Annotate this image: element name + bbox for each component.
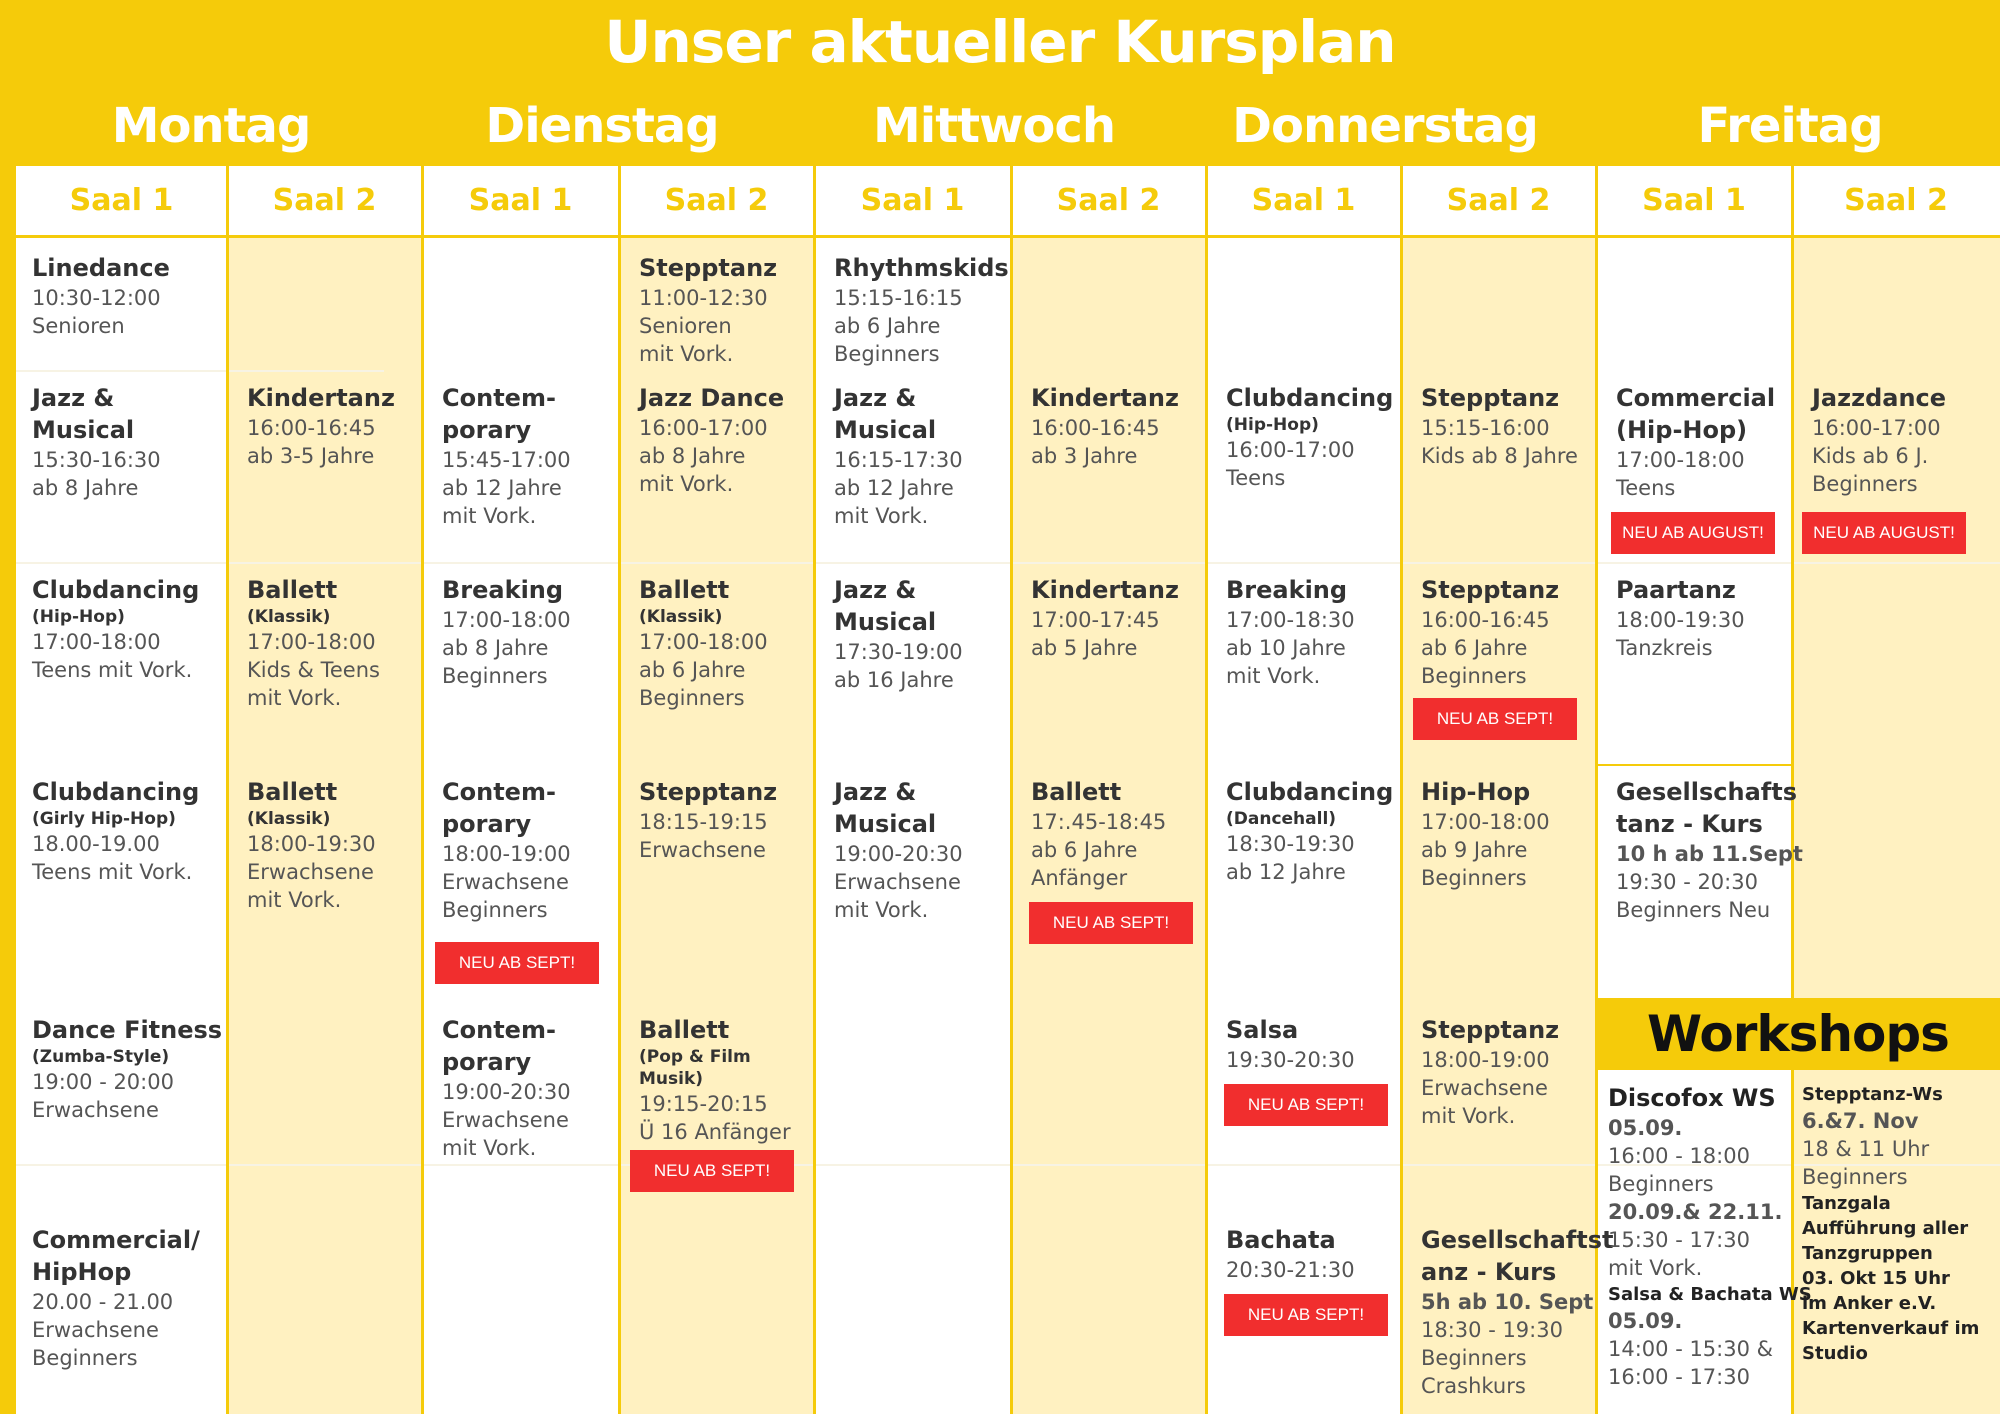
course-detail: 19:30 - 20:30 xyxy=(1616,870,1758,894)
course-style: (Klassik) xyxy=(247,607,331,627)
course-detail: mit Vork. xyxy=(1421,1104,1516,1128)
course-cell xyxy=(32,1014,222,1124)
course-name: Commercial/ xyxy=(32,1226,200,1254)
course-name: Clubdancing xyxy=(1226,778,1394,806)
course-detail: 16:00-16:45 xyxy=(247,416,376,440)
course-cell xyxy=(1812,382,1946,498)
course-detail: 11:00-12:30 xyxy=(639,286,768,310)
course-name: Ballett xyxy=(639,576,730,604)
course-style: (Klassik) xyxy=(639,607,723,627)
day-header-mittwoch: Mittwoch xyxy=(872,98,1116,154)
course-detail: ab 16 Jahre xyxy=(834,668,954,692)
course-detail: 16:00-17:00 xyxy=(639,416,768,440)
hall-header: Saal 2 xyxy=(1792,166,2000,238)
course-style: (Girly Hip-Hop) xyxy=(32,809,176,829)
course-detail: Erwachsene xyxy=(834,870,961,894)
course-cell xyxy=(1421,1014,1559,1130)
course-name: Gesellschaftst xyxy=(1421,1226,1614,1254)
course-cell xyxy=(247,776,376,914)
course-detail: ab 6 Jahre xyxy=(1421,636,1528,660)
row-divider xyxy=(16,562,2000,564)
course-cell xyxy=(32,382,161,502)
course-detail: 19:00-20:30 xyxy=(442,1080,571,1104)
course-cell xyxy=(1421,776,1550,892)
course-detail: Beginners xyxy=(32,1346,138,1370)
course-cell xyxy=(639,574,768,712)
course-detail: mit Vork. xyxy=(247,888,342,912)
course-detail: ab 8 Jahre xyxy=(639,444,746,468)
course-detail: 18:00-19:00 xyxy=(1421,1048,1550,1072)
course-detail: Anfänger xyxy=(1031,866,1128,890)
course-detail: ab 12 Jahre xyxy=(834,476,954,500)
workshop-detail: Beginners xyxy=(1802,1165,1908,1189)
course-cell xyxy=(32,776,199,886)
course-cell xyxy=(1421,382,1578,470)
row-divider xyxy=(1596,764,1792,766)
workshop-title: Discofox WS xyxy=(1608,1084,1776,1112)
workshop-date: 20.09.& 22.11. xyxy=(1608,1200,1783,1224)
new-course-badge: NEU AB SEPT! xyxy=(1224,1294,1388,1336)
column-divider xyxy=(1010,166,1013,1414)
course-cell xyxy=(639,252,777,368)
course-name: Musical xyxy=(834,810,937,838)
new-course-badge: NEU AB SEPT! xyxy=(630,1150,794,1192)
course-detail: Teens mit Vork. xyxy=(32,658,193,682)
course-detail: 15:15-16:00 xyxy=(1421,416,1550,440)
course-cell xyxy=(1616,574,1745,662)
course-cell xyxy=(639,1014,791,1146)
course-cell xyxy=(32,1224,200,1372)
course-name: Musical xyxy=(834,416,937,444)
course-name: Ballett xyxy=(639,1016,730,1044)
workshop-detail: 03. Okt 15 Uhr xyxy=(1802,1268,1950,1289)
hall-header: Saal 1 xyxy=(1206,166,1401,238)
course-detail: 15:30-16:30 xyxy=(32,448,161,472)
course-start: 5h ab 10. Sept xyxy=(1421,1290,1594,1314)
workshop-date: 05.09. xyxy=(1608,1116,1683,1140)
workshop-detail: Aufführung aller xyxy=(1802,1218,1969,1239)
course-detail: mit Vork. xyxy=(834,504,929,528)
workshops-title: Workshops xyxy=(1596,998,2000,1070)
workshop-detail: Studio xyxy=(1802,1343,1868,1364)
course-detail: 19:30-20:30 xyxy=(1226,1048,1355,1072)
course-name: Paartanz xyxy=(1616,576,1736,604)
course-detail: mit Vork. xyxy=(639,342,734,366)
workshop-detail: 18 & 11 Uhr xyxy=(1802,1137,1930,1161)
course-detail: ab 6 Jahre xyxy=(834,314,941,338)
course-detail: Erwachsene xyxy=(1421,1076,1548,1100)
course-name: Contem- xyxy=(442,1016,556,1044)
course-name: Hip-Hop xyxy=(1421,778,1531,806)
course-name: Kindertanz xyxy=(1031,384,1179,412)
course-detail: Beginners xyxy=(1421,1346,1527,1370)
course-style: (Hip-Hop) xyxy=(32,607,125,627)
course-name: Jazz Dance xyxy=(639,384,785,412)
workshop-title: Salsa & Bachata WS xyxy=(1608,1284,1812,1305)
course-detail: 17:00-18:00 xyxy=(639,630,768,654)
course-cell xyxy=(442,1014,571,1162)
day-header-montag: Montag xyxy=(111,98,311,154)
course-detail: mit Vork. xyxy=(442,1136,537,1160)
course-detail: ab 12 Jahre xyxy=(1226,860,1346,884)
hall-header: Saal 2 xyxy=(619,166,814,238)
course-cell xyxy=(1031,574,1179,662)
course-name: Stepptanz xyxy=(1421,576,1560,604)
course-detail: 17:30-19:00 xyxy=(834,640,963,664)
course-name: (Hip-Hop) xyxy=(1616,416,1748,444)
column-divider xyxy=(421,166,424,1414)
schedule-grid xyxy=(16,166,2000,1414)
course-cell xyxy=(1226,382,1393,492)
course-name: Stepptanz xyxy=(639,254,778,282)
course-cell xyxy=(1421,1224,1613,1400)
course-name: Jazzdance xyxy=(1812,384,1947,412)
course-cell xyxy=(32,574,199,684)
course-name: Contem- xyxy=(442,778,556,806)
course-detail: ab 10 Jahre xyxy=(1226,636,1346,660)
course-cell xyxy=(639,382,784,498)
course-name: Jazz & xyxy=(834,576,917,604)
course-detail: ab 9 Jahre xyxy=(1421,838,1528,862)
workshop-list xyxy=(1802,1082,1979,1366)
column-divider xyxy=(1205,166,1208,1414)
course-name: Stepptanz xyxy=(1421,384,1560,412)
course-detail: Teens mit Vork. xyxy=(32,860,193,884)
course-detail: Beginners xyxy=(639,686,745,710)
course-detail: ab 5 Jahre xyxy=(1031,636,1138,660)
course-detail: ab 3 Jahre xyxy=(1031,444,1138,468)
workshop-detail: 15:30 - 17:30 xyxy=(1608,1228,1750,1252)
course-detail: Erwachsene xyxy=(32,1098,159,1122)
course-detail: Erwachsene xyxy=(442,870,569,894)
new-course-badge: NEU AB SEPT! xyxy=(1413,698,1577,740)
workshop-list xyxy=(1608,1082,1812,1391)
row-divider xyxy=(16,370,384,372)
course-name: Breaking xyxy=(1226,576,1348,604)
column-divider xyxy=(618,166,621,1414)
course-detail: 19:00 - 20:00 xyxy=(32,1070,174,1094)
course-name: Clubdancing xyxy=(32,778,200,806)
course-cell xyxy=(834,776,963,924)
course-detail: 17:00-18:00 xyxy=(32,630,161,654)
course-name: Contem- xyxy=(442,384,556,412)
course-name: Musical xyxy=(32,416,135,444)
course-detail: Beginners xyxy=(442,664,548,688)
course-detail: 16:00-16:45 xyxy=(1031,416,1160,440)
course-style: (Pop & Film xyxy=(639,1047,751,1067)
hall-header: Saal 2 xyxy=(1011,166,1206,238)
course-detail: mit Vork. xyxy=(442,504,537,528)
course-style: Musik) xyxy=(639,1069,704,1089)
course-detail: 16:00-16:45 xyxy=(1421,608,1550,632)
course-name: Commercial xyxy=(1616,384,1776,412)
column-divider xyxy=(813,166,816,1414)
course-detail: ab 8 Jahre xyxy=(442,636,549,660)
course-detail: Erwachsene xyxy=(639,838,766,862)
new-course-badge: NEU AB SEPT! xyxy=(1029,902,1193,944)
course-name: Ballett xyxy=(1031,778,1122,806)
course-detail: 16:15-17:30 xyxy=(834,448,963,472)
course-detail: 18:00-19:00 xyxy=(442,842,571,866)
course-detail: Erwachsene xyxy=(32,1318,159,1342)
course-detail: 18:30 - 19:30 xyxy=(1421,1318,1563,1342)
course-detail: 17:00-18:00 xyxy=(442,608,571,632)
workshop-title: Stepptanz-Ws xyxy=(1802,1084,1943,1105)
column-divider xyxy=(1400,166,1403,1414)
course-detail: mit Vork. xyxy=(247,686,342,710)
course-detail: Senioren xyxy=(639,314,732,338)
course-detail: Beginners xyxy=(442,898,548,922)
day-header-freitag: Freitag xyxy=(1697,98,1883,154)
course-style: (Klassik) xyxy=(247,809,331,829)
hall-header: Saal 2 xyxy=(1401,166,1596,238)
workshop-detail: Kartenverkauf im xyxy=(1802,1318,1980,1339)
hall-header: Saal 1 xyxy=(16,166,227,238)
course-name: porary xyxy=(442,1048,532,1076)
workshop-date: 05.09. xyxy=(1608,1309,1683,1333)
course-detail: 17:00-17:45 xyxy=(1031,608,1160,632)
course-detail: 19:15-20:15 xyxy=(639,1092,768,1116)
course-name: Jazz & xyxy=(834,384,917,412)
course-cell xyxy=(1031,382,1179,470)
course-name: Musical xyxy=(834,608,937,636)
course-detail: 16:00-17:00 xyxy=(1226,438,1355,462)
course-detail: 18:00-19:30 xyxy=(1616,608,1745,632)
course-name: Stepptanz xyxy=(1421,1016,1560,1044)
course-style: (Hip-Hop) xyxy=(1226,415,1319,435)
course-detail: 15:15-16:15 xyxy=(834,286,963,310)
course-cell xyxy=(32,252,170,340)
day-header-donnerstag: Donnerstag xyxy=(1232,98,1538,154)
course-name: Dance Fitness xyxy=(32,1016,223,1044)
course-name: Jazz & xyxy=(32,384,115,412)
course-name: Kindertanz xyxy=(247,384,395,412)
course-cell xyxy=(1616,382,1775,502)
course-detail: ab 12 Jahre xyxy=(442,476,562,500)
course-name: Clubdancing xyxy=(1226,384,1394,412)
course-name: Bachata xyxy=(1226,1226,1336,1254)
hall-header: Saal 1 xyxy=(1596,166,1792,238)
course-name: porary xyxy=(442,416,532,444)
course-name: tanz - Kurs xyxy=(1616,810,1763,838)
hall-header: Saal 1 xyxy=(422,166,619,238)
column-divider xyxy=(226,166,229,1414)
course-detail: Beginners xyxy=(1421,866,1527,890)
course-cell xyxy=(1226,574,1355,690)
course-name: Ballett xyxy=(247,576,338,604)
course-cell xyxy=(442,382,571,530)
course-start: 10 h ab 11.Sept xyxy=(1616,842,1803,866)
course-detail: Ü 16 Anfänger xyxy=(639,1120,791,1144)
course-detail: Beginners Neu xyxy=(1616,898,1771,922)
course-name: Gesellschafts xyxy=(1616,778,1797,806)
course-style: (Dancehall) xyxy=(1226,809,1337,829)
course-detail: 15:45-17:00 xyxy=(442,448,571,472)
course-name: Kindertanz xyxy=(1031,576,1179,604)
workshop-date: 6.&7. Nov xyxy=(1802,1109,1919,1133)
course-detail: mit Vork. xyxy=(834,898,929,922)
workshop-detail: 14:00 - 15:30 & xyxy=(1608,1337,1774,1361)
workshop-detail: Tanzgruppen xyxy=(1802,1243,1933,1264)
workshop-title: Tanzgala xyxy=(1802,1193,1891,1214)
new-course-badge: NEU AB AUGUST! xyxy=(1802,512,1966,554)
course-cell xyxy=(247,574,380,712)
course-name: Clubdancing xyxy=(32,576,200,604)
course-detail: 18:15-19:15 xyxy=(639,810,768,834)
course-detail: ab 8 Jahre xyxy=(32,476,139,500)
course-cell xyxy=(1226,1224,1355,1284)
course-cell xyxy=(834,382,963,530)
course-detail: Beginners xyxy=(1421,664,1527,688)
course-style: (Zumba-Style) xyxy=(32,1047,170,1067)
course-cell xyxy=(247,382,395,470)
new-course-badge: NEU AB AUGUST! xyxy=(1611,512,1775,554)
course-name: anz - Kurs xyxy=(1421,1258,1557,1286)
course-detail: mit Vork. xyxy=(1226,664,1321,688)
workshop-detail: 16:00 - 18:00 xyxy=(1608,1144,1750,1168)
course-cell xyxy=(639,776,777,864)
course-detail: Tanzkreis xyxy=(1616,636,1713,660)
course-detail: Beginners xyxy=(834,342,940,366)
course-detail: ab 6 Jahre xyxy=(1031,838,1138,862)
course-cell xyxy=(834,252,1009,368)
course-detail: 17:00-18:30 xyxy=(1226,608,1355,632)
course-name: Ballett xyxy=(247,778,338,806)
course-detail: Kids ab 6 J. xyxy=(1812,444,1929,468)
course-cell xyxy=(1616,776,1803,924)
page-title: Unser aktueller Kursplan xyxy=(604,8,1396,76)
course-detail: ab 6 Jahre xyxy=(639,658,746,682)
workshop-detail: im Anker e.V. xyxy=(1802,1293,1937,1314)
course-cell xyxy=(1226,776,1393,886)
course-detail: 19:00-20:30 xyxy=(834,842,963,866)
course-name: Jazz & xyxy=(834,778,917,806)
course-name: Linedance xyxy=(32,254,170,282)
course-cell xyxy=(1031,776,1166,892)
course-name: HipHop xyxy=(32,1258,132,1286)
course-detail: Teens xyxy=(1616,476,1676,500)
course-cell xyxy=(1226,1014,1355,1074)
course-detail: 17:.45-18:45 xyxy=(1031,810,1167,834)
course-detail: 20:30-21:30 xyxy=(1226,1258,1355,1282)
day-header-dienstag: Dienstag xyxy=(485,98,719,154)
course-detail: Erwachsene xyxy=(442,1108,569,1132)
course-name: porary xyxy=(442,810,532,838)
course-detail: 17:00-18:00 xyxy=(1421,810,1550,834)
course-cell xyxy=(834,574,963,694)
course-detail: 17:00-18:00 xyxy=(247,630,376,654)
course-name: Salsa xyxy=(1226,1016,1299,1044)
course-detail: ab 3-5 Jahre xyxy=(247,444,375,468)
course-cell xyxy=(442,574,571,690)
course-detail: Beginners xyxy=(1812,472,1918,496)
hall-header: Saal 1 xyxy=(814,166,1011,238)
course-detail: 18:30-19:30 xyxy=(1226,832,1355,856)
new-course-badge: NEU AB SEPT! xyxy=(435,942,599,984)
course-detail: Crashkurs xyxy=(1421,1374,1526,1398)
course-name: Stepptanz xyxy=(639,778,778,806)
course-detail: Erwachsene xyxy=(247,860,374,884)
course-detail: Senioren xyxy=(32,314,125,338)
course-detail: 18:00-19:30 xyxy=(247,832,376,856)
course-detail: 10:30-12:00 xyxy=(32,286,161,310)
workshop-detail: 16:00 - 17:30 xyxy=(1608,1365,1750,1389)
course-detail: Kids & Teens xyxy=(247,658,380,682)
course-detail: 17:00-18:00 xyxy=(1616,448,1745,472)
course-detail: mit Vork. xyxy=(639,472,734,496)
course-cell xyxy=(442,776,571,924)
workshop-detail: Beginners xyxy=(1608,1172,1714,1196)
hall-header: Saal 2 xyxy=(227,166,422,238)
course-cell xyxy=(1421,574,1559,690)
course-detail: Teens xyxy=(1226,466,1286,490)
course-detail: 20.00 - 21.00 xyxy=(32,1290,174,1314)
course-detail: 18.00-19.00 xyxy=(32,832,160,856)
new-course-badge: NEU AB SEPT! xyxy=(1224,1084,1388,1126)
course-name: Rhythmskids xyxy=(834,254,1009,282)
course-detail: 16:00-17:00 xyxy=(1812,416,1941,440)
workshop-detail: mit Vork. xyxy=(1608,1256,1703,1280)
course-name: Breaking xyxy=(442,576,564,604)
course-detail: Kids ab 8 Jahre xyxy=(1421,444,1578,468)
